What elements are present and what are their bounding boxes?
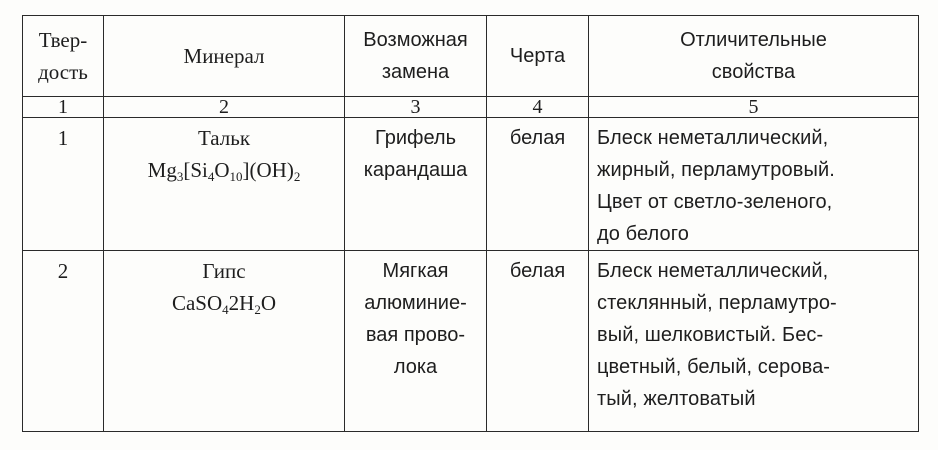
mineral-name: Гипс	[202, 259, 246, 283]
column-number-1: 1	[23, 97, 104, 118]
header-replacement: Возможная замена	[345, 16, 487, 97]
table-row	[23, 251, 919, 432]
header-hardness: Твер- дость	[23, 16, 104, 97]
mineral-formula: $CaSO_42H_2O$	[171, 291, 277, 317]
properties-cell: Блеск неметаллический, стеклянный, перламутро- вый, шелковистый. Бес- цветный, белый, серова- тый, желтоватый	[589, 251, 919, 432]
table-row	[23, 118, 919, 251]
mineral-cell	[104, 251, 345, 432]
minerals-table-container	[22, 15, 918, 426]
header-properties: Отличительные свойства	[589, 16, 919, 97]
column-number-5: 5	[589, 97, 919, 118]
properties-cell: Блеск неметаллический, жирный, перламутровый. Цвет от светло-зеленого, до белого	[589, 118, 919, 251]
streak-cell: белая	[487, 251, 589, 432]
column-number-2: 2	[104, 97, 345, 118]
replacement-cell: Грифель карандаша	[345, 118, 487, 251]
column-number-3: 3	[345, 97, 487, 118]
mineral-cell	[104, 118, 345, 251]
header-mineral: Минерал	[104, 16, 345, 97]
header-streak: Черта	[487, 16, 589, 97]
column-number-row	[23, 97, 919, 118]
minerals-hardness-table	[22, 15, 919, 432]
hardness-cell: 1	[23, 118, 104, 251]
hardness-cell: 2	[23, 251, 104, 432]
mineral-name: Тальк	[197, 126, 251, 150]
column-number-4: 4	[487, 97, 589, 118]
table-header-row	[23, 16, 919, 97]
streak-cell: белая	[487, 118, 589, 251]
mineral-formula: $Mg_3[Si_4O_{10}](OH)_2$	[147, 158, 301, 184]
replacement-cell: Мягкая алюминие- вая прово- лока	[345, 251, 487, 432]
